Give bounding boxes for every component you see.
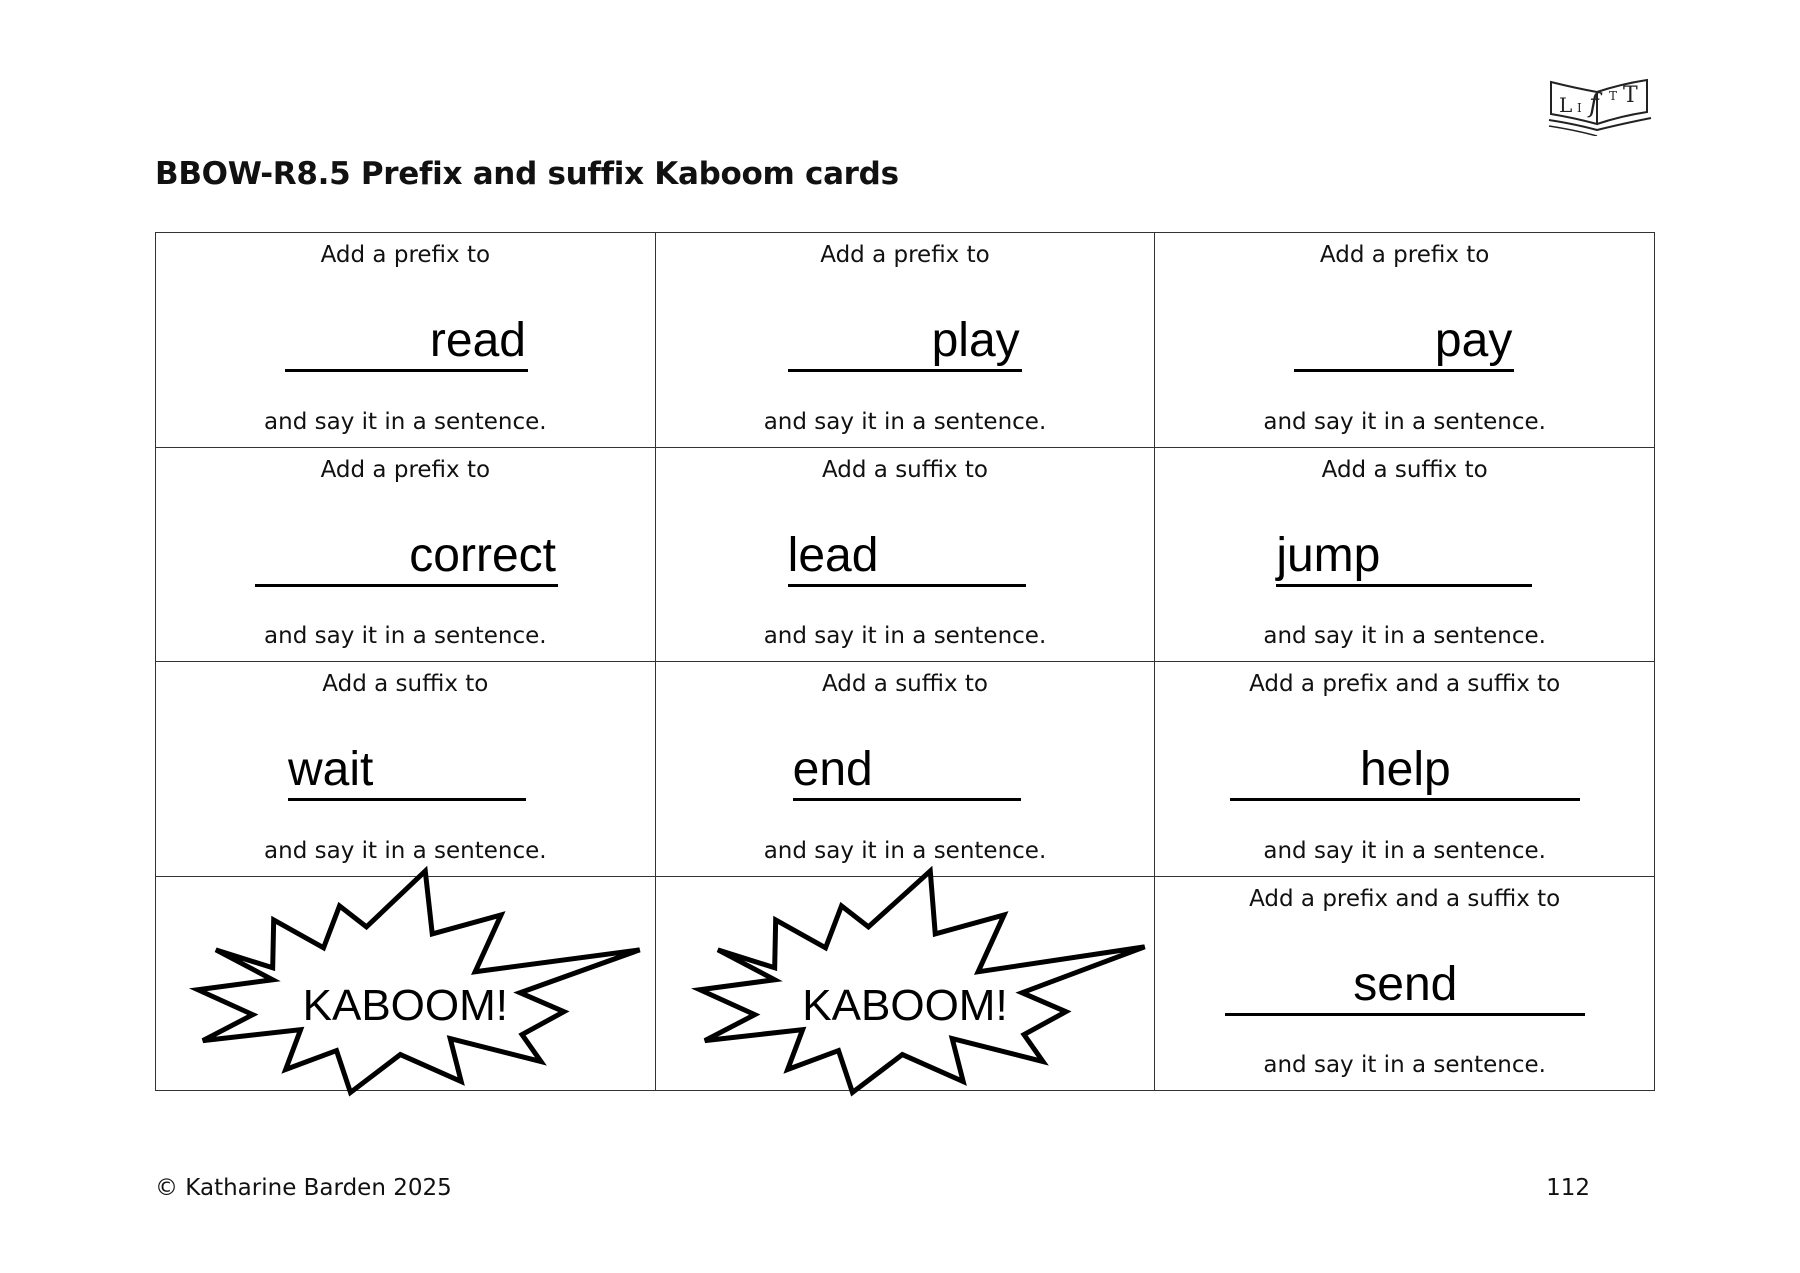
card-help	[1155, 662, 1655, 877]
logo-letter-5: T	[1623, 83, 1638, 108]
answer-blank	[1225, 957, 1585, 1016]
answer-blank	[792, 743, 1021, 801]
answer-blank	[1294, 314, 1514, 372]
logo-letter-4: T	[1609, 89, 1618, 103]
card-instruction: Add a suffix to	[821, 456, 989, 483]
answer-blank	[285, 314, 528, 372]
card-closing: and say it in a sentence.	[264, 623, 547, 649]
card-correct	[156, 447, 656, 662]
card-word: jump	[1276, 528, 1381, 582]
card-closing: and say it in a sentence.	[763, 837, 1047, 864]
answer-blank	[787, 528, 1026, 587]
card-closing: and say it in a sentence.	[1263, 1052, 1546, 1078]
answer-blank	[1276, 528, 1532, 587]
card-instruction: Add a prefix to	[820, 242, 990, 268]
card-closing: and say it in a sentence.	[264, 408, 547, 435]
card-closing: and say it in a sentence.	[1263, 408, 1546, 435]
card-word: send	[1353, 957, 1458, 1011]
card-word: lead	[787, 528, 879, 582]
card-word: read	[429, 314, 526, 367]
card-grid	[155, 232, 1655, 1091]
card-word: help	[1359, 743, 1451, 796]
card-jump	[1155, 447, 1655, 662]
card-pay	[1155, 233, 1655, 448]
card-end	[655, 662, 1155, 877]
card-word: end	[792, 743, 873, 796]
card-closing: and say it in a sentence.	[763, 623, 1047, 649]
card-instruction: Add a suffix to	[821, 671, 989, 697]
card-read	[156, 233, 656, 448]
card-closing: and say it in a sentence.	[763, 408, 1047, 435]
card-instruction: Add a prefix and a suffix to	[1249, 671, 1561, 697]
card-play	[655, 233, 1155, 448]
card-instruction: Add a prefix to	[1319, 242, 1490, 268]
kaboom-label: KABOOM!	[302, 980, 509, 1030]
answer-blank	[788, 314, 1022, 372]
page-title: BBOW-R8.5 Prefix and suffix Kaboom cards	[155, 156, 899, 192]
card-word: pay	[1434, 314, 1513, 367]
kaboom-label: KABOOM!	[802, 980, 1008, 1030]
answer-blank	[1230, 743, 1580, 801]
card-kaboom	[655, 876, 1155, 1091]
answer-blank	[255, 528, 558, 587]
lift-logo	[1545, 74, 1655, 136]
copyright-notice: © Katharine Barden 2025	[155, 1175, 452, 1201]
card-instruction: Add a suffix to	[1321, 456, 1488, 483]
card-instruction: Add a prefix and a suffix to	[1249, 885, 1561, 912]
card-kaboom	[156, 876, 656, 1091]
card-word: correct	[409, 528, 556, 582]
card-word: play	[931, 314, 1020, 367]
card-instruction: Add a prefix to	[320, 242, 491, 268]
logo-letter-2: I	[1577, 101, 1582, 115]
card-closing: and say it in a sentence.	[264, 837, 547, 864]
card-word: wait	[288, 743, 374, 796]
card-wait	[156, 662, 656, 877]
card-send	[1155, 876, 1655, 1091]
card-lead	[655, 447, 1155, 662]
card-closing: and say it in a sentence.	[1263, 623, 1546, 649]
logo-letter-3: f	[1589, 89, 1599, 119]
card-closing: and say it in a sentence.	[1263, 837, 1546, 864]
card-instruction: Add a prefix to	[320, 456, 491, 483]
card-instruction: Add a suffix to	[322, 671, 489, 697]
answer-blank	[288, 743, 526, 801]
logo-letter-1: L	[1559, 93, 1573, 117]
page-number: 112	[1546, 1175, 1590, 1201]
